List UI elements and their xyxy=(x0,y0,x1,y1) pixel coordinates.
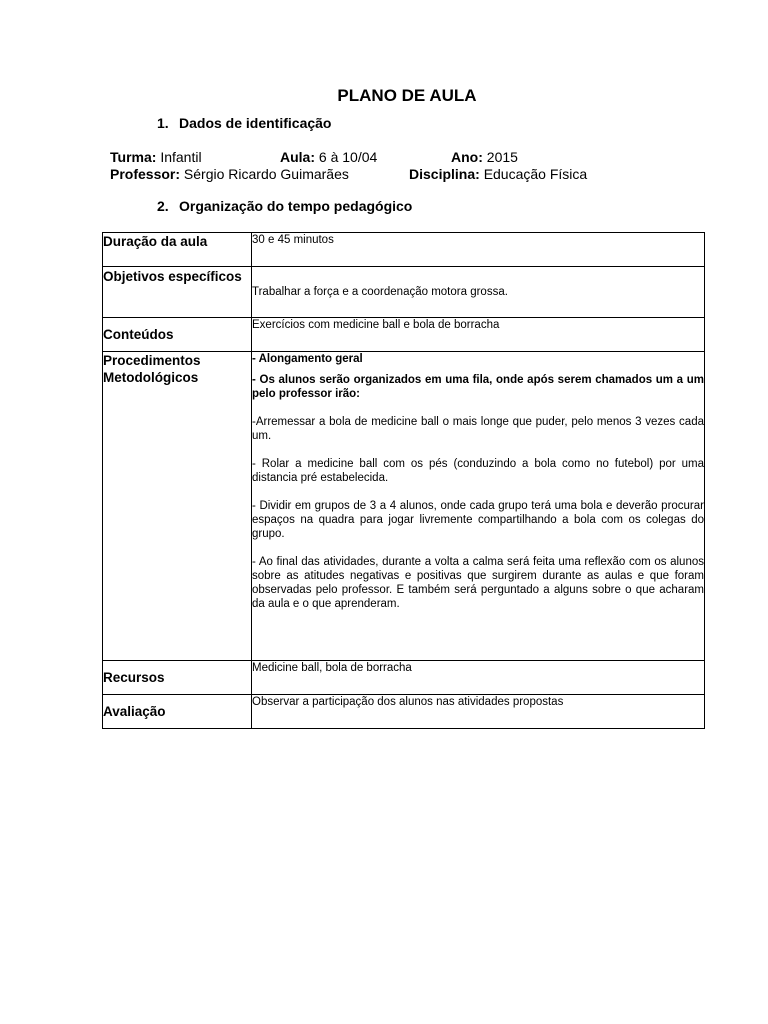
disciplina-field xyxy=(409,166,587,182)
professor-label: Professor: xyxy=(110,166,181,182)
procedimentos-label: Procedimentos Metodológicos xyxy=(103,352,252,661)
section-heading-organization xyxy=(157,198,412,214)
section-number: 1. xyxy=(157,115,169,131)
recursos-label: Recursos xyxy=(103,661,252,695)
table-row-procedimentos xyxy=(103,352,705,661)
table-row-duracao xyxy=(103,233,705,267)
procedimento-item: -Arremessar a bola de medicine ball o mais longe que puder, pelo menos 3 vezes cada um. xyxy=(252,416,704,442)
duracao-label: Duração da aula xyxy=(103,233,252,267)
turma-field xyxy=(110,149,202,165)
procedimento-item: - Ao final das atividades, durante a volta a calma será feita uma reflexão com os alunos sobre as atitudes negativas e positivas que surgirem durante as aulas e que foram observadas pelo professor. E também será perguntado a alguns sobre o que acharam da aula e o que aprenderam. xyxy=(252,556,704,610)
procedimento-item: - Dividir em grupos de 3 a 4 alunos, onde cada grupo terá uma bola e deverão procurar espaços na quadra para jogar livremente compartilhando a bola com os colegas do grupo. xyxy=(252,500,704,540)
table-row-recursos xyxy=(103,661,705,695)
section-number: 2. xyxy=(157,198,169,214)
table-row-conteudos xyxy=(103,318,705,352)
procedimento-item: - Rolar a medicine ball com os pés (conduzindo a bola como no futebol) por uma distancia pré estabelecida. xyxy=(252,458,704,484)
disciplina-label: Disciplina: xyxy=(409,166,480,182)
aula-field xyxy=(280,149,377,165)
objetivos-value: Trabalhar a força e a coordenação motora grossa. xyxy=(252,267,705,318)
objetivos-label: Objetivos específicos xyxy=(103,267,252,318)
ano-field xyxy=(451,149,518,165)
section-title: Dados de identificação xyxy=(179,115,332,131)
avaliacao-value: Observar a participação dos alunos nas atividades propostas xyxy=(252,695,705,729)
lesson-plan-table xyxy=(102,232,705,729)
table-row-avaliacao xyxy=(103,695,705,729)
ano-value: 2015 xyxy=(486,149,518,165)
turma-value: Infantil xyxy=(160,149,202,165)
procedimentos-value xyxy=(252,352,705,661)
procedimento-item: - Os alunos serão organizados em uma fila, onde após serem chamados um a um pelo professor irão: xyxy=(252,374,704,400)
disciplina-value: Educação Física xyxy=(483,166,588,182)
page-title: PLANO DE AULA xyxy=(337,86,477,105)
professor-field xyxy=(110,166,349,182)
table-row-objetivos xyxy=(103,267,705,318)
aula-label: Aula: xyxy=(280,149,315,165)
conteudos-label: Conteúdos xyxy=(103,318,252,352)
conteudos-value: Exercícios com medicine ball e bola de borracha xyxy=(252,318,705,352)
ano-label: Ano: xyxy=(451,149,483,165)
aula-value: 6 à 10/04 xyxy=(318,149,378,165)
turma-label: Turma: xyxy=(110,149,157,165)
duracao-value: 30 e 45 minutos xyxy=(252,233,705,267)
avaliacao-label: Avaliação xyxy=(103,695,252,729)
recursos-value: Medicine ball, bola de borracha xyxy=(252,661,705,695)
section-title: Organização do tempo pedagógico xyxy=(179,198,413,214)
professor-value: Sérgio Ricardo Guimarães xyxy=(183,166,349,182)
section-heading-identification xyxy=(157,115,331,131)
procedimento-item: - Alongamento geral xyxy=(252,353,363,365)
